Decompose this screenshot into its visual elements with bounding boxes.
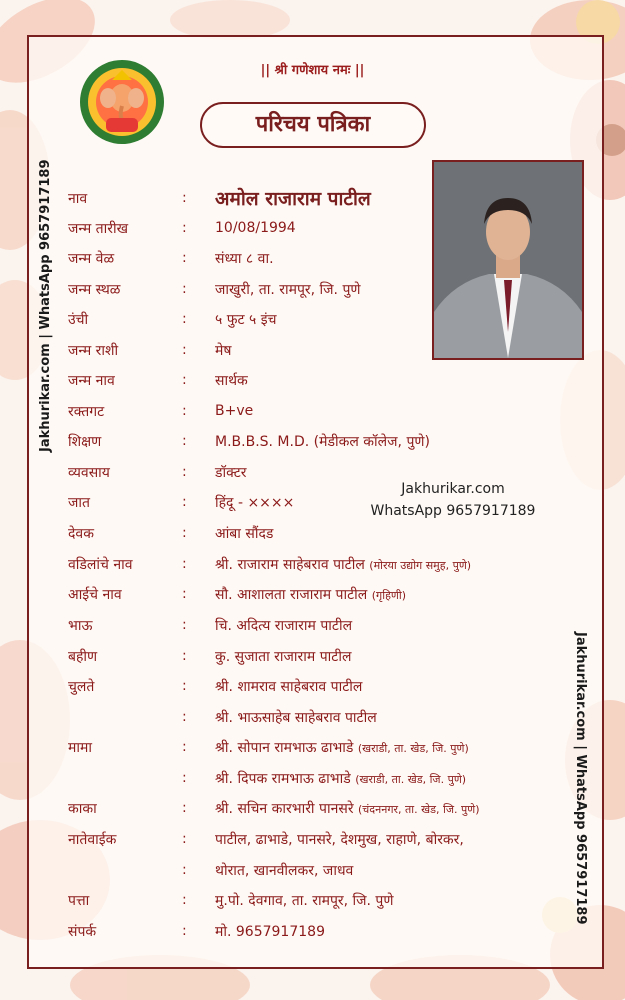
row-value: हिंदू - ×××× xyxy=(215,494,295,511)
row-label: जात xyxy=(68,494,90,511)
row-label: पत्ता xyxy=(68,892,90,909)
row-mother xyxy=(68,579,588,609)
watermark-whatsapp: WhatsApp 9657917189 xyxy=(370,503,536,519)
row-label: उंची xyxy=(68,311,89,328)
row-value: श्री. सोपान रामभाऊ ढाभाडे xyxy=(215,739,354,756)
watermark-center xyxy=(353,478,553,522)
row-colon: : xyxy=(182,800,187,816)
row-devak xyxy=(68,518,588,548)
row-label: मामा xyxy=(68,739,92,756)
row-value: मो. 9657917189 xyxy=(215,923,325,940)
row-value: जाखुरी, ता. रामपूर, जि. पुणे xyxy=(215,281,361,298)
row-label: जन्म राशी xyxy=(68,342,119,359)
watermark-site: Jakhurikar.com xyxy=(401,481,505,497)
row-value: आंबा सौंदड xyxy=(215,525,274,542)
groom-name: अमोल राजाराम पाटील xyxy=(215,188,371,210)
row-mama xyxy=(68,732,588,762)
row-label: जन्म नाव xyxy=(68,372,115,389)
row-height xyxy=(68,304,588,334)
row-value: सार्थक xyxy=(215,372,248,389)
row-colon: : xyxy=(182,709,187,725)
row-value: श्री. राजाराम साहेबराव पाटील xyxy=(215,556,365,573)
row-blood-group xyxy=(68,396,588,426)
row-value: B+ve xyxy=(215,403,254,419)
row-label: संपर्क xyxy=(68,923,97,940)
row-uncle-paternal-2 xyxy=(68,702,588,732)
row-value: चि. अदित्य राजाराम पाटील xyxy=(215,617,353,634)
row-relatives-2 xyxy=(68,855,588,885)
row-colon: : xyxy=(182,923,187,939)
row-note: (चंदननगर, ता. खेड, जि. पुणे) xyxy=(358,802,480,816)
row-value: डॉक्टर xyxy=(215,464,247,481)
row-label: वडिलांचे नाव xyxy=(68,556,133,573)
row-value-wrap xyxy=(215,769,466,788)
row-note: (गृहिणी) xyxy=(371,588,407,602)
page-title: परिचय पत्रिका xyxy=(200,102,426,148)
row-name xyxy=(68,183,588,213)
row-education xyxy=(68,426,588,456)
row-label: आईचे नाव xyxy=(68,586,122,603)
row-father xyxy=(68,549,588,579)
row-value: 10/08/1994 xyxy=(215,220,296,236)
row-colon: : xyxy=(182,494,187,510)
row-colon: : xyxy=(182,770,187,786)
row-colon: : xyxy=(182,862,187,878)
row-value-wrap xyxy=(215,585,406,604)
row-label: जन्म स्थळ xyxy=(68,281,121,298)
row-colon: : xyxy=(182,556,187,572)
row-colon: : xyxy=(182,220,187,236)
ganesha-icon xyxy=(78,58,166,148)
row-birth-time xyxy=(68,243,588,273)
row-label: व्यवसाय xyxy=(68,464,110,481)
row-kaka xyxy=(68,793,588,823)
row-label: देवक xyxy=(68,525,94,542)
row-value: श्री. भाऊसाहेब साहेबराव पाटील xyxy=(215,709,377,726)
row-value: सौ. आशालता राजाराम पाटील xyxy=(215,586,368,603)
row-label: काका xyxy=(68,800,97,817)
row-value: पाटील, ढाभाडे, पानसरे, देशमुख, राहाणे, बोरकर, xyxy=(215,831,464,848)
row-value: ५ फुट ५ इंच xyxy=(215,311,277,328)
row-value: मेष xyxy=(215,342,232,359)
row-value: थोरात, खानवीलकर, जाधव xyxy=(215,862,354,879)
row-value: मु.पो. देवगाव, ता. रामपूर, जि. पुणे xyxy=(215,892,394,909)
row-colon: : xyxy=(182,525,187,541)
row-colon: : xyxy=(182,648,187,664)
row-colon: : xyxy=(182,433,187,449)
row-dob xyxy=(68,213,588,243)
row-colon: : xyxy=(182,190,187,206)
row-label: भाऊ xyxy=(68,617,93,634)
row-label: बहीण xyxy=(68,648,98,665)
row-rashi xyxy=(68,335,588,365)
watermark-right: Jakhurikar.com | WhatsApp 9657917189 xyxy=(573,631,588,925)
row-value: M.B.B.S. M.D. (मेडीकल कॉलेज, पुणे) xyxy=(215,433,430,450)
row-colon: : xyxy=(182,739,187,755)
row-colon: : xyxy=(182,311,187,327)
row-value: संध्या ८ वा. xyxy=(215,250,274,267)
row-mama-2 xyxy=(68,763,588,793)
row-value: श्री. दिपक रामभाऊ ढाभाडे xyxy=(215,770,351,787)
row-sister xyxy=(68,641,588,671)
shloka-text: || श्री गणेशाय नमः || xyxy=(260,63,365,78)
row-colon: : xyxy=(182,831,187,847)
watermark-left: Jakhurikar.com | WhatsApp 9657917189 xyxy=(38,159,53,453)
row-note: (मोरया उद्योग समुह, पुणे) xyxy=(369,558,472,572)
row-address xyxy=(68,885,588,915)
row-birth-name xyxy=(68,365,588,395)
row-note: (खराडी, ता. खेड, जि. पुणे) xyxy=(357,741,469,755)
row-colon: : xyxy=(182,464,187,480)
row-colon: : xyxy=(182,342,187,358)
row-uncle-paternal xyxy=(68,671,588,701)
row-label: चुलते xyxy=(68,678,95,695)
row-colon: : xyxy=(182,281,187,297)
row-colon: : xyxy=(182,892,187,908)
row-colon: : xyxy=(182,617,187,633)
row-colon: : xyxy=(182,586,187,602)
row-label: नाव xyxy=(68,190,88,207)
row-value-wrap xyxy=(215,738,469,757)
row-value-wrap xyxy=(215,799,480,818)
row-value: श्री. सचिन कारभारी पानसरे xyxy=(215,800,354,817)
row-label: शिक्षण xyxy=(68,433,102,450)
row-label: नातेवाईक xyxy=(68,831,117,848)
row-value: कु. सुजाता राजाराम पाटील xyxy=(215,648,352,665)
row-colon: : xyxy=(182,403,187,419)
row-colon: : xyxy=(182,250,187,266)
row-relatives xyxy=(68,824,588,854)
row-contact xyxy=(68,916,588,946)
row-label: रक्तगट xyxy=(68,403,105,420)
row-colon: : xyxy=(182,678,187,694)
row-colon: : xyxy=(182,372,187,388)
row-label: जन्म तारीख xyxy=(68,220,129,237)
row-birth-place xyxy=(68,274,588,304)
row-value-wrap xyxy=(215,555,471,574)
row-brother xyxy=(68,610,588,640)
row-label: जन्म वेळ xyxy=(68,250,115,267)
row-value: श्री. शामराव साहेबराव पाटील xyxy=(215,678,363,695)
row-note: (खराडी, ता. खेड, जि. पुणे) xyxy=(355,772,467,786)
